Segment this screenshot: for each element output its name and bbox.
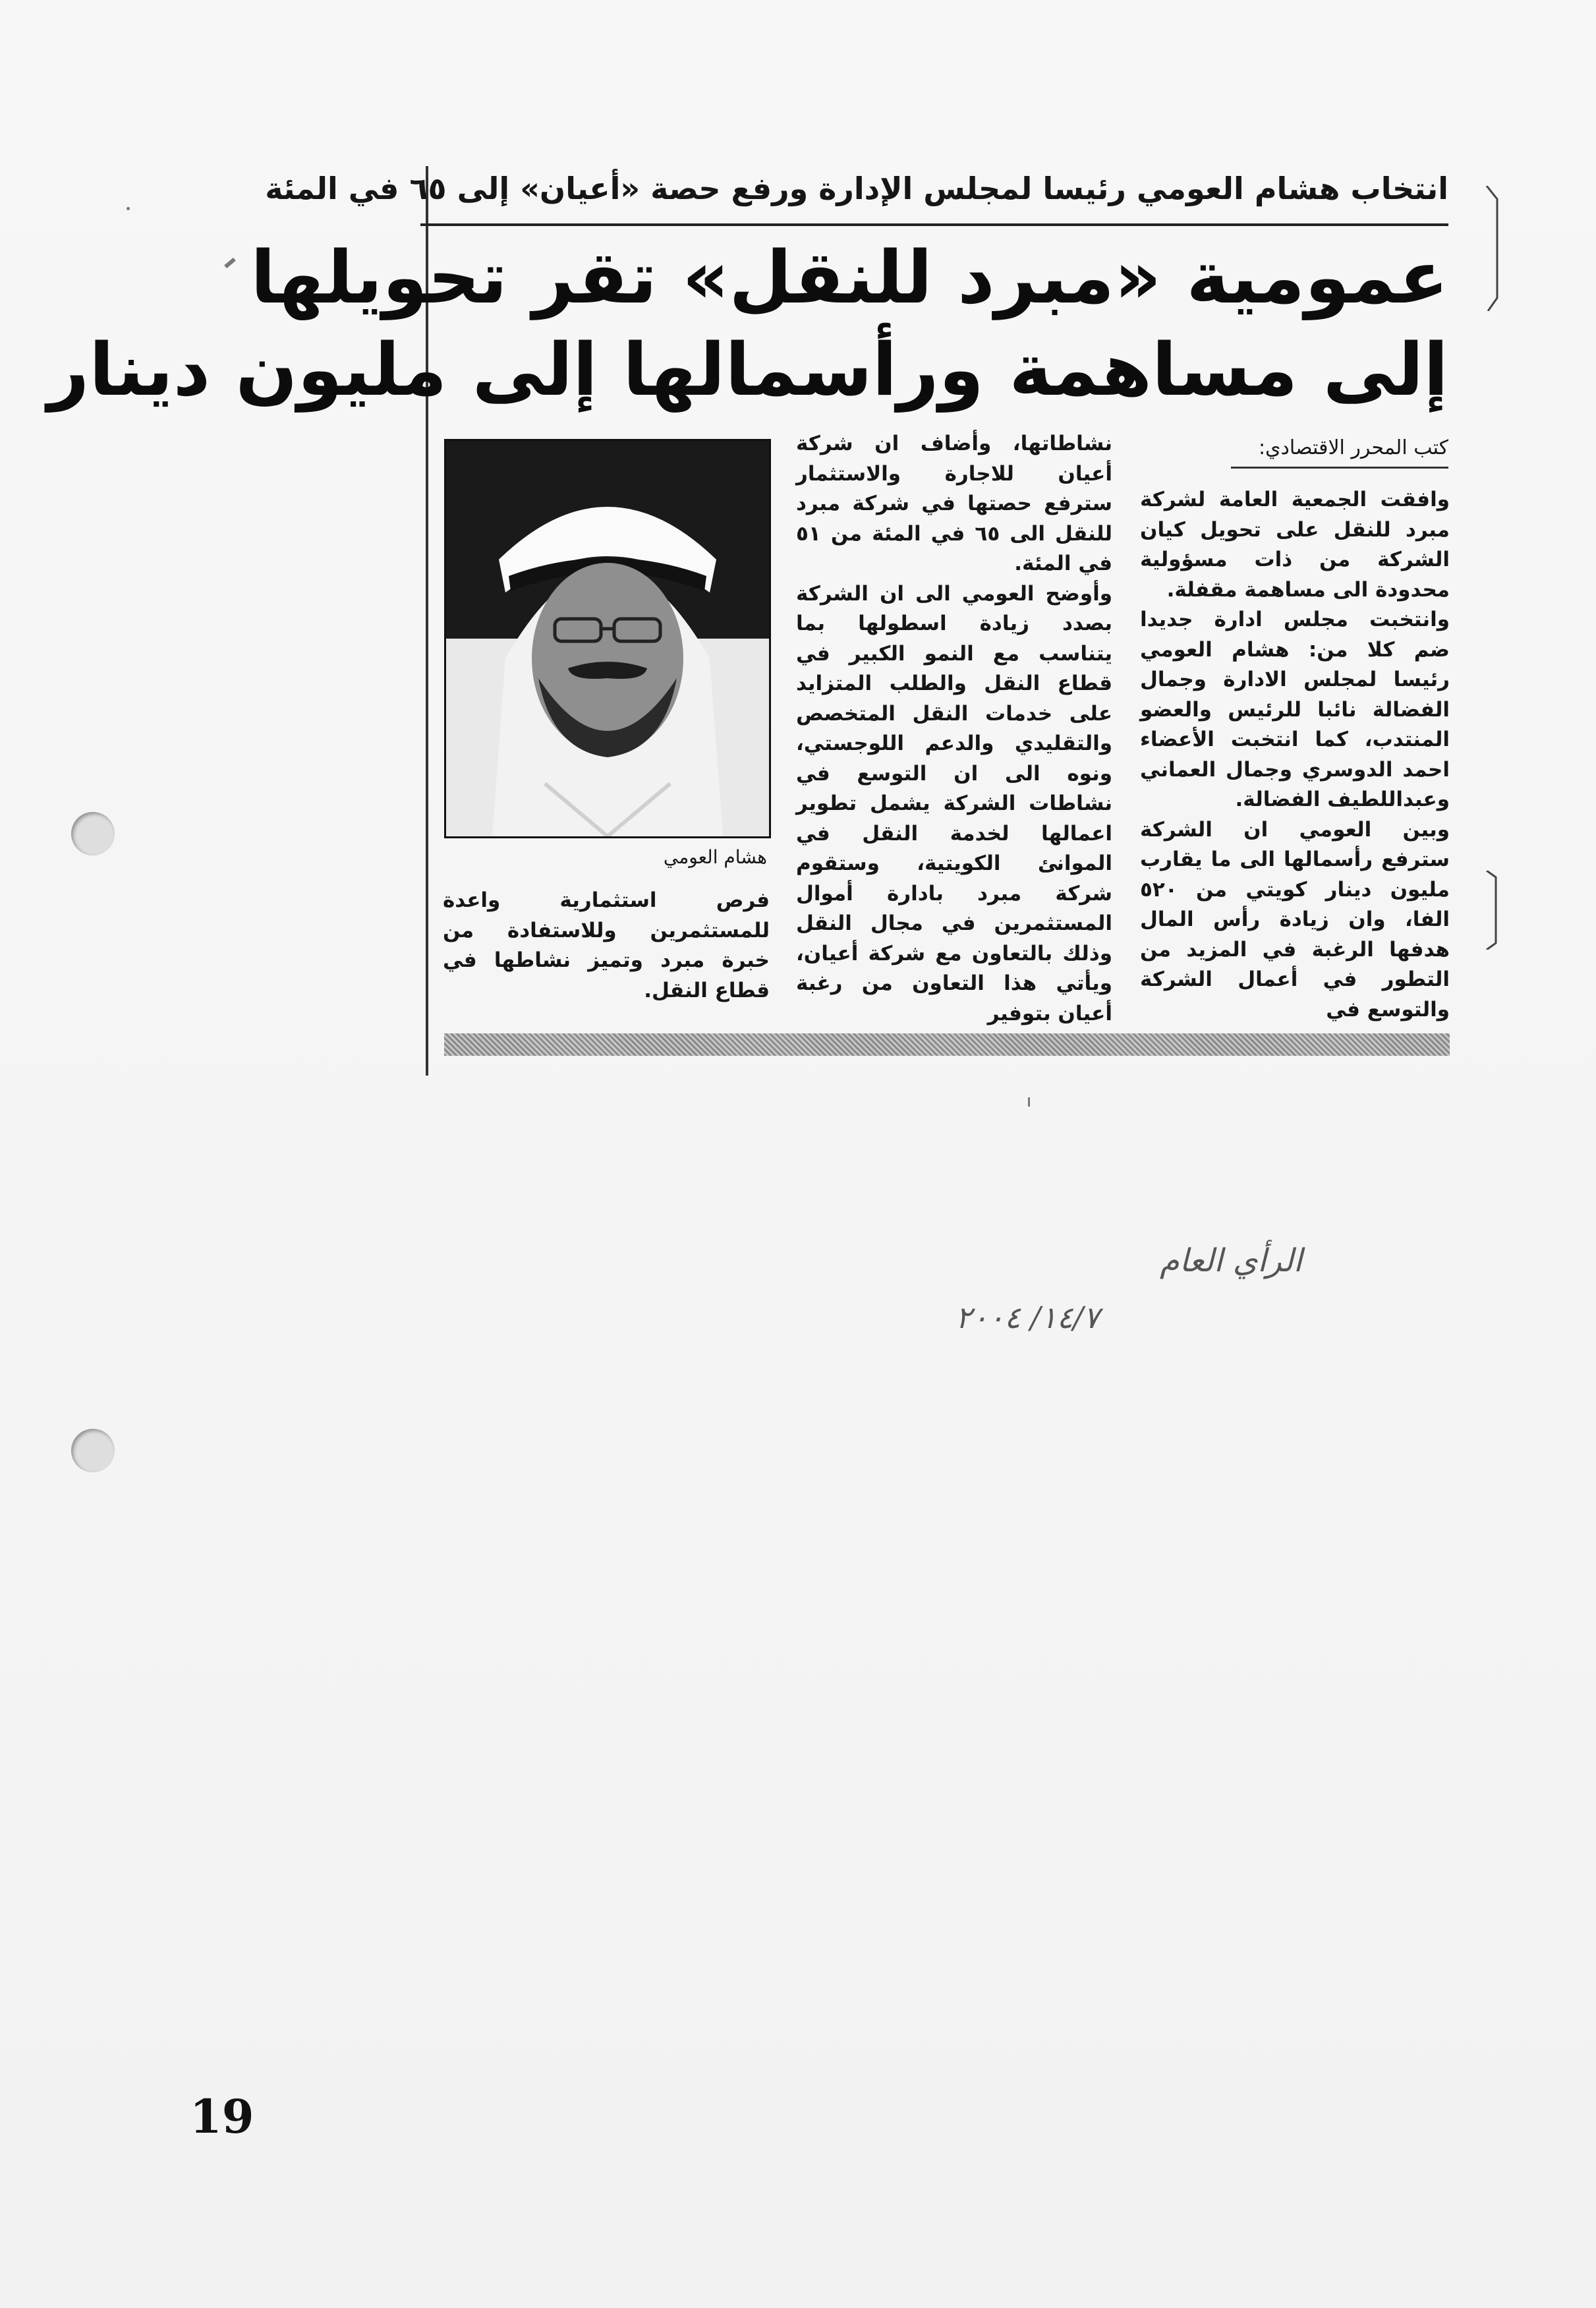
article-column-3 [443, 886, 770, 1006]
paragraph: وانتخبت مجلس ادارة جديدا ضم كلا من: هشام العومي رئيسا لمجلس الادارة وجمال الفضالة نائبا للرئيس والعضو المنتدب، كما انتخبت الأعضاء احمد الدوسري وجمال العماني وعبداللطيف الفضالة. [1140, 608, 1450, 811]
byline: كتب المحرر الاقتصادي: [1231, 434, 1448, 469]
handwritten-date: ١٤/٧/ ٢٠٠٤ [955, 1300, 1100, 1335]
punch-hole-bottom [71, 1429, 115, 1472]
ink-speck [1028, 1097, 1030, 1107]
paragraph: وبين العومي ان الشركة سترفع رأسمالها الى ما يقارب مليون دينار كويتي من ٥٢٠ الفا، وان زيادة رأس المال هدفها الرغبة في المزيد من التطور في أعمال الشركة والتوسع في [1140, 817, 1450, 1022]
page-number: 19 [190, 2089, 254, 2144]
handwritten-source: الرأي العام [1160, 1242, 1303, 1279]
paragraph: فرص استثمارية واعدة للمستثمرين وللاستفادة من خبرة مبرد وتميز نشاطها في قطاع النقل. [443, 888, 770, 1002]
punch-hole-top [71, 812, 115, 855]
ink-speck [224, 258, 236, 268]
newspaper-clipping [47, 162, 1455, 1072]
paragraph: نشاطاتها، وأضاف ان شركة أعيان للاجارة والاستثمار سترفع حصتها في شركة مبرد للنقل الى ٦٥ في المئة من ٥١ في المئة. [796, 432, 1112, 575]
kicker-rule [420, 223, 1448, 226]
photo-caption: هشام العومي [663, 846, 767, 868]
paragraph: وافقت الجمعية العامة لشركة مبرد للنقل على تحويل كيان الشركة من ذات مسؤولية محدودة الى مساهمة مقفلة. [1140, 488, 1450, 602]
portrait-photo-icon [444, 439, 771, 838]
margin-bracket-mark [1480, 871, 1500, 950]
article-kicker: انتخاب هشام العومي رئيسا لمجلس الإدارة ورفع حصة «أعيان» إلى ٦٥ في المئة [265, 171, 1448, 206]
article-column-1 [1140, 485, 1450, 1025]
clipping-bottom-bar [444, 1033, 1450, 1056]
margin-bracket-mark [1483, 186, 1502, 311]
headline-line-2: إلى مساهمة ورأسمالها إلى مليون دينار [47, 328, 1448, 412]
ink-speck [127, 207, 130, 210]
headline-line-1: عمومية «مبرد للنقل» تقر تحويلها [250, 235, 1448, 320]
paragraph: وأوضح العومي الى ان الشركة بصدد زيادة اسطولها بما يتناسب مع النمو الكبير في قطاع النقل والطلب المتزايد على خدمات النقل المتخصص والتقليدي والدعم اللوجستي، ونوه الى ان التوسع في نشاطات الشركة يشمل تطوير اعمالها لخدمة النقل في الموانئ الكويتية، وستقوم شركة مبرد بادارة أموال المستثمرين في مجال النقل وذلك بالتعاون مع شركة أعيان، ويأتي هذا التعاون من رغبة أعيان بتوفير [796, 581, 1112, 1025]
article-column-2 [796, 429, 1112, 1029]
